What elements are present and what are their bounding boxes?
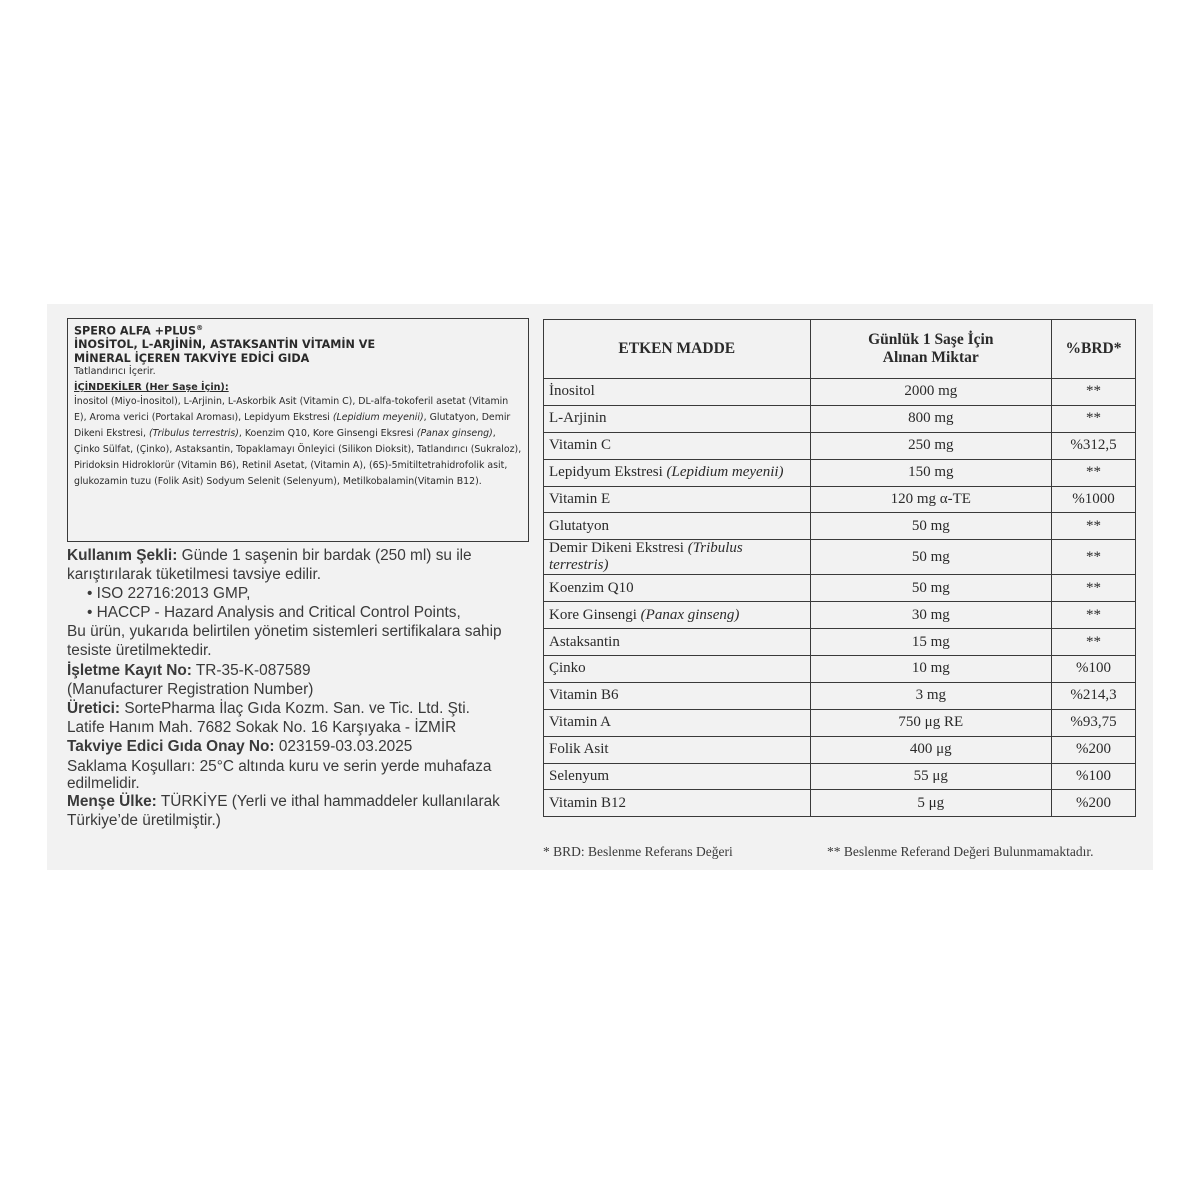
brd-value: %312,5 [1052, 432, 1136, 459]
brd-value: %214,3 [1052, 682, 1136, 709]
table-body [544, 379, 1136, 817]
brd-value: %100 [1052, 763, 1136, 790]
footnote-brd: * BRD: Beslenme Referans Değeri [543, 844, 733, 859]
table-row [544, 736, 1136, 763]
brd-value: %200 [1052, 790, 1136, 817]
certification-item: • HACCP - Hazard Analysis and Critical Control Points, [87, 604, 461, 622]
ingredient-name: Koenzim Q10 [544, 575, 811, 602]
daily-amount: 250 mg [810, 432, 1052, 459]
table-row [544, 486, 1136, 513]
ingredient-name: L-Arjinin [544, 405, 811, 432]
ingredient-latin-name: (Lepidium meyenii) [332, 412, 424, 424]
table-row [544, 540, 1136, 575]
ingredient-latin-name: (Tribulus terrestris) [149, 428, 239, 440]
brd-value: %200 [1052, 736, 1136, 763]
table-row [544, 656, 1136, 683]
product-subtitle-line-2: MİNERAL İÇEREN TAKVİYE EDİCİ GIDA [74, 351, 310, 365]
brd-value: ** [1052, 540, 1136, 575]
daily-amount: 55 μg [810, 763, 1052, 790]
ingredients-box [67, 318, 529, 542]
table-row [544, 405, 1136, 432]
brd-value: %93,75 [1052, 709, 1136, 736]
table-row [544, 790, 1136, 817]
latin-name: (Tribulus terrestris) [549, 540, 743, 574]
brd-value: %1000 [1052, 486, 1136, 513]
table-row [544, 379, 1136, 406]
brd-value: ** [1052, 379, 1136, 406]
ingredient-name: Selenyum [544, 763, 811, 790]
ingredient-name: Vitamin A [544, 709, 811, 736]
registration-english: (Manufacturer Registration Number) [67, 680, 314, 698]
table-row [544, 513, 1136, 540]
usage-instructions: Kullanım Şekli: Günde 1 saşenin bir bardak (250 ml) su ile karıştırılarak tüketilmesi tavsiye edilir. [67, 547, 472, 584]
product-subtitle-line-1: İNOSİTOL, L-ARJİNİN, ASTAKSANTİN VİTAMİN VE [74, 338, 376, 352]
daily-amount: 5 μg [810, 790, 1052, 817]
ingredient-name: İnositol [544, 379, 811, 406]
header-daily-amount: Günlük 1 Saşe İçin Alınan Miktar [810, 320, 1052, 379]
ingredient-name: Vitamin C [544, 432, 811, 459]
daily-amount: 30 mg [810, 602, 1052, 629]
ingredient-name: Folik Asit [544, 736, 811, 763]
table-row [544, 709, 1136, 736]
sweetener-note: Tatlandırıcı İçerir. [74, 366, 156, 378]
table-row [544, 682, 1136, 709]
brd-value: ** [1052, 575, 1136, 602]
ingredient-name: Vitamin B12 [544, 790, 811, 817]
latin-name: (Lepidium meyenii) [666, 464, 784, 481]
storage-conditions: Saklama Koşulları: 25°C altında kuru ve serin yerde muhafaza edilmelidir. [67, 758, 492, 793]
ingredients-list [74, 394, 522, 489]
ingredient-name: Glutatyon [544, 513, 811, 540]
daily-amount: 3 mg [810, 682, 1052, 709]
brd-value: %100 [1052, 656, 1136, 683]
footnote-no-reference: ** Beslenme Referand Değeri Bulunmamaktadır. [827, 844, 1094, 859]
daily-amount: 750 μg RE [810, 709, 1052, 736]
brd-value: ** [1052, 405, 1136, 432]
table-row [544, 763, 1136, 790]
ingredient-name: Lepidyum Ekstresi (Lepidium meyenii) [544, 459, 811, 486]
header-brd: %BRD* [1052, 320, 1136, 379]
manufacturer: Üretici: SortePharma İlaç Gıda Kozm. San. ve Tic. Ltd. Şti. [67, 699, 470, 717]
table-header-row [544, 320, 1136, 379]
daily-amount: 800 mg [810, 405, 1052, 432]
table-row [544, 602, 1136, 629]
approval-number: Takviye Edici Gıda Onay No: 023159-03.03.2025 [67, 737, 413, 755]
table-row [544, 629, 1136, 656]
manufacturer-address: Latife Hanım Mah. 7682 Sokak No. 16 Karşıyaka - İZMİR [67, 718, 457, 736]
latin-name: (Panax ginseng) [640, 606, 740, 623]
table-row [544, 575, 1136, 602]
ingredient-name: Çinko [544, 656, 811, 683]
ingredient-name: Astaksantin [544, 629, 811, 656]
brd-value: ** [1052, 629, 1136, 656]
product-name: SPERO ALFA +PLUS [74, 324, 197, 338]
table-row [544, 432, 1136, 459]
ingredient-text: , Glutatyon, Demir Dikeni Ekstresi, [74, 412, 511, 440]
daily-amount: 150 mg [810, 459, 1052, 486]
active-ingredients-table [543, 319, 1136, 817]
ingredient-text: , Çinko Sülfat, (Çinko), Astaksantin, Topaklamayı Önleyici (Silikon Dioksit), Tatlandırıcı (Sukraloz), Piridoksin Hidroklorür (Vitamin B6), Retinil Asetat, (Vitamin A), (6S)-5mitiltetrahidrofolik asit, glukozamin tuzu (Folik Asit) Sodyum Selenit (Selenyum), Metilkobalamin(Vitamin B12). [74, 428, 522, 487]
brd-value: ** [1052, 513, 1136, 540]
supplement-label-panel [47, 304, 1153, 870]
brd-value: ** [1052, 602, 1136, 629]
ingredient-text: , Koenzim Q10, Kore Ginsengi Eksresi [238, 428, 417, 440]
ingredient-name: Kore Ginsengi (Panax ginseng) [544, 602, 811, 629]
brd-value: ** [1052, 459, 1136, 486]
ingredient-text: İnositol (Miyo-İnositol), L-Arjinin, L-Askorbik Asit (Vitamin C), DL-alfa-tokoferil asetat (Vitamin E), Aroma verici (Portakal Aroması), Lepidyum Ekstresi [74, 396, 509, 424]
registered-mark: ® [196, 324, 204, 332]
header-ingredient: ETKEN MADDE [544, 320, 811, 379]
product-info-text [67, 546, 537, 830]
daily-amount: 15 mg [810, 629, 1052, 656]
ingredient-name: Demir Dikeni Ekstresi (Tribulus terrestris) [544, 540, 811, 575]
daily-amount: 10 mg [810, 656, 1052, 683]
registration-number: İşletme Kayıt No: TR-35-K-087589 [67, 661, 311, 679]
certification-item: • ISO 22716:2013 GMP, [87, 585, 251, 603]
certification-statement: Bu ürün, yukarıda belirtilen yönetim sistemleri sertifikalara sahip tesiste üretilmektedir. [67, 623, 502, 660]
ingredients-heading: İÇİNDEKİLER (Her Saşe İçin): [74, 382, 229, 394]
daily-amount: 50 mg [810, 575, 1052, 602]
daily-amount: 400 μg [810, 736, 1052, 763]
daily-amount: 50 mg [810, 540, 1052, 575]
country-of-origin: Menşe Ülke: TÜRKİYE (Yerli ve ithal hammaddeler kullanılarak Türkiye’de üretilmiştir.) [67, 793, 500, 830]
table-row [544, 459, 1136, 486]
daily-amount: 120 mg α-TE [810, 486, 1052, 513]
ingredient-latin-name: (Panax ginseng) [416, 428, 493, 440]
ingredient-name: Vitamin B6 [544, 682, 811, 709]
daily-amount: 50 mg [810, 513, 1052, 540]
daily-amount: 2000 mg [810, 379, 1052, 406]
ingredient-name: Vitamin E [544, 486, 811, 513]
